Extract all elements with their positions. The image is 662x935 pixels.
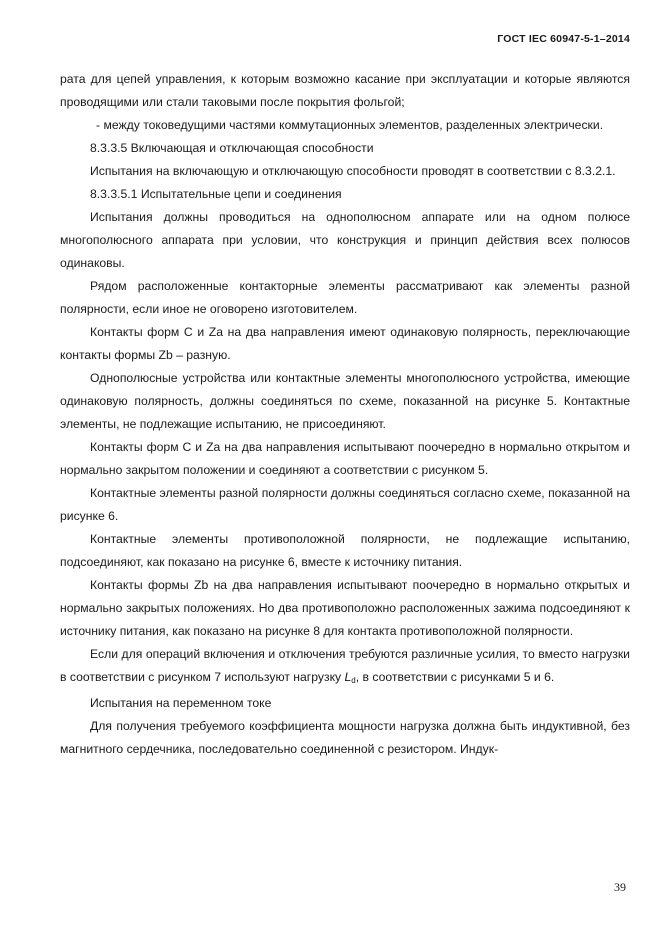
load-text-after: , в соответствии с рисунками 5 и 6. (355, 670, 555, 684)
load-text-before: Если для операций включения и отключения требуются различные усилия, то вместо нагрузки в соответствии с рисунком 7 используют нагрузку (60, 647, 630, 684)
paragraph: Контакты форм C и Za на два направления имеют одинаковую полярность, переключающие контакты формы Zb – разную. (60, 325, 630, 362)
section-heading-ac-tests: Испытания на переменном токе (90, 696, 272, 710)
document-body (60, 68, 630, 761)
section-heading-8-3-3-5-1: 8.3.3.5.1 Испытательные цепи и соединения (90, 187, 342, 201)
paragraph: Для получения требуемого коэффициента мощности нагрузка должна быть индуктивной, без магнитного сердечника, последовательно соединенной с резистором. Индук- (60, 719, 630, 756)
paragraph: Однополюсные устройства или контактные элементы многополюсного устройства, имеющие одинаковую полярность, должны соединяться по схеме, показанной на рисунке 5. Контактные элементы, не подлежащие испытанию, не присоединяют. (60, 371, 630, 431)
document-header: ГОСТ IEC 60947-5-1–2014 (497, 33, 630, 45)
paragraph: Контактные элементы разной полярности должны соединяться согласно схеме, показанной на рисунке 6. (60, 486, 630, 523)
list-item: - между токоведущими частями коммутационных элементов, разделенных электрически. (96, 118, 604, 132)
paragraph: Контактные элементы противоположной полярности, не подлежащие испытанию, подсоединяют, как показано на рисунке 6, вместе к источнику питания. (60, 532, 630, 569)
paragraph-load (60, 643, 630, 692)
load-subscript: d (351, 676, 356, 685)
paragraph: Испытания должны проводиться на однополюсном аппарате или на одном полюсе многополюсного аппарата при условии, что конструкция и принцип действия всех полюсов одинаковы. (60, 210, 630, 270)
paragraph: Контакты формы Zb на два направления испытывают поочередно в нормально открытых и нормально закрытых положениях. Но два противоположно расположенных зажима подсоединяют к источнику питания, как показано на рисунке 8 для контакта противоположной полярности. (60, 578, 630, 638)
page-number: 39 (614, 880, 626, 894)
paragraph-continuation: рата для цепей управления, к которым возможно касание при эксплуатации и которые являются проводящими или стали таковыми после покрытия фольгой; (60, 72, 630, 109)
paragraph: Испытания на включающую и отключающую способности проводят в соответствии с 8.3.2.1. (90, 164, 616, 178)
paragraph: Рядом расположенные контакторные элементы рассматривают как элементы разной полярности, если иное не оговорено изготовителем. (60, 279, 630, 316)
paragraph: Контакты форм C и Za на два направления испытывают поочередно в нормально открытом и нормально закрытом положении и соединяют а соответствии с рисунком 5. (60, 440, 630, 477)
section-heading-8-3-3-5: 8.3.3.5 Включающая и отключающая способности (90, 141, 374, 155)
load-symbol: L (344, 670, 352, 684)
